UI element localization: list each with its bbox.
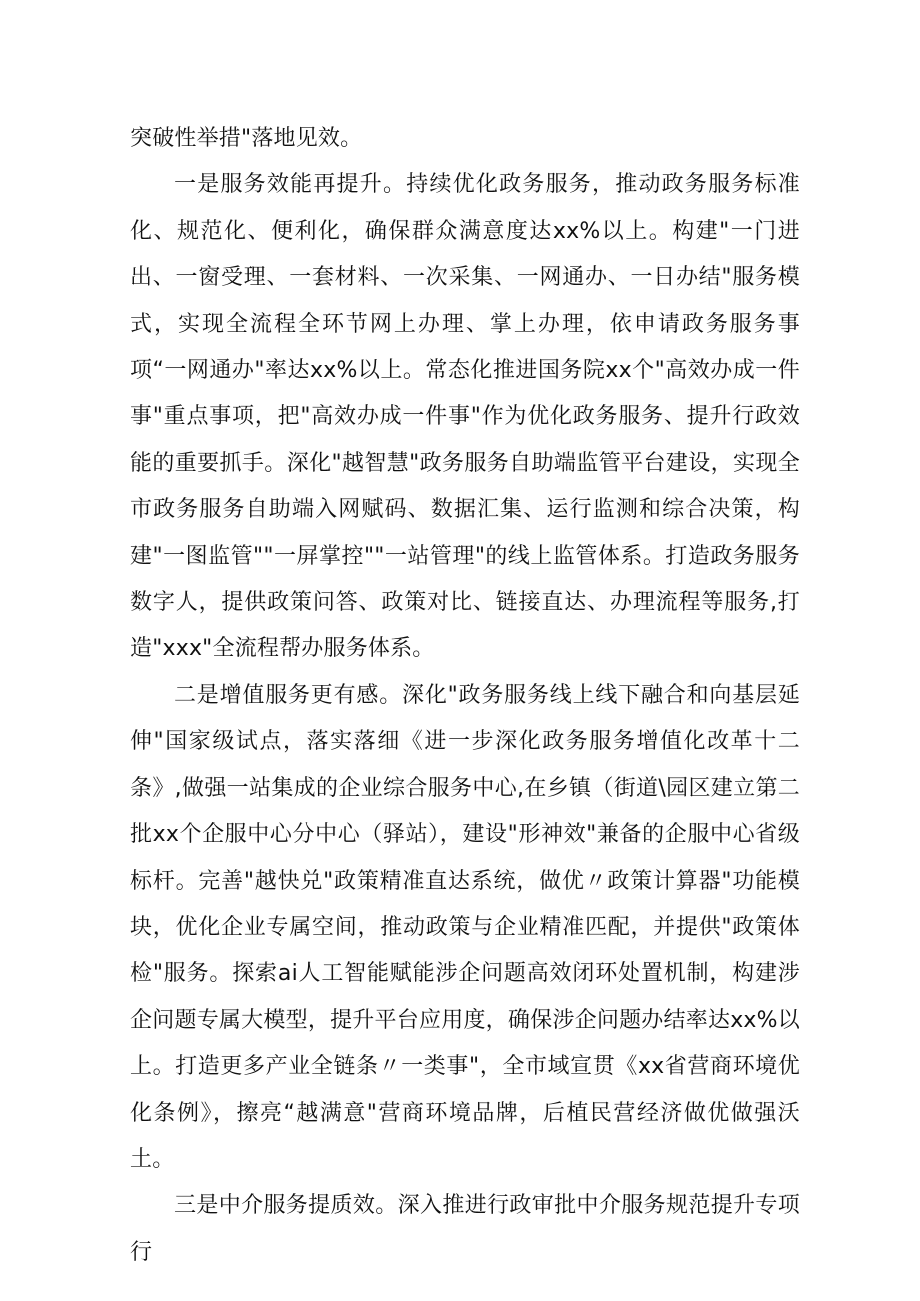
paragraph-text: 深化"政务服务线上线下融合和向基层延伸"国家级试点，落实落细《进一步深化政务服务增值化改革十二条》,做强一站集成的企业综合服务中心,在乡镇（街道\园区建立第二批xx个企服中心分中心（驿站），建设"形神效"兼备的企服中心省级标杆。完善"越快兑"政策精准直达系统，做优〃政策计算器"功能模块，优化企业专属空间，推动政策与企业精准匹配，并提供"政策体检"服务。探索ai人工智能赋能涉企问题高效闭环处置机制，构建涉企问题专属大模型，提升平台应用度，确保涉企问题办结率达xx%以上。打造更多产业全链条〃一类事"，全市域宣贯《xx省营商环境优化条例》，擦亮“越满意"营商环境品牌，后植民营经济做优做强沃土。 [130,682,800,1172]
paragraph-value-added-service [130,673,800,1183]
paragraph-lead: 一是服务效能再提升。 [174,172,407,198]
paragraph-lead: 三是中介服务提质效。 [174,1193,398,1219]
paragraph-continuation [130,116,800,162]
paragraph-intermediary-service [130,1183,800,1276]
paragraph-text: 深入推进行政审批中介服务规范提升专项行 [130,1193,800,1265]
paragraph-service-efficiency [130,162,800,672]
paragraph-text: 突破性举措"落地见效。 [130,126,363,151]
document-body [130,116,800,1276]
paragraph-lead: 二是增值服务更有感。 [174,682,403,708]
paragraph-text: 持续优化政务服务，推动政务服务标准化、规范化、便利化，确保群众满意度达xx%以上。构建"一门进出、一窗受理、一套材料、一次采集、一网通办、一日办结"服务模式，实现全流程全环节网上办理、掌上办理，依申请政务服务事项“一网通办"率达xx%以上。常态化推进国务院xx个"高效办成一件事"重点事项，把"高效办成一件事"作为优化政务服务、提升行政效能的重要抓手。深化"越智慧"政务服务自助端监管平台建设，实现全市政务服务自助端入网赋码、数据汇集、运行监测和综合决策，构建"一图监管""一屏掌控""一站管理"的线上监管体系。打造政务服务数字人，提供政策问答、政策对比、链接直达、办理流程等服务,打造"xxx"全流程帮办服务体系。 [130,172,800,662]
